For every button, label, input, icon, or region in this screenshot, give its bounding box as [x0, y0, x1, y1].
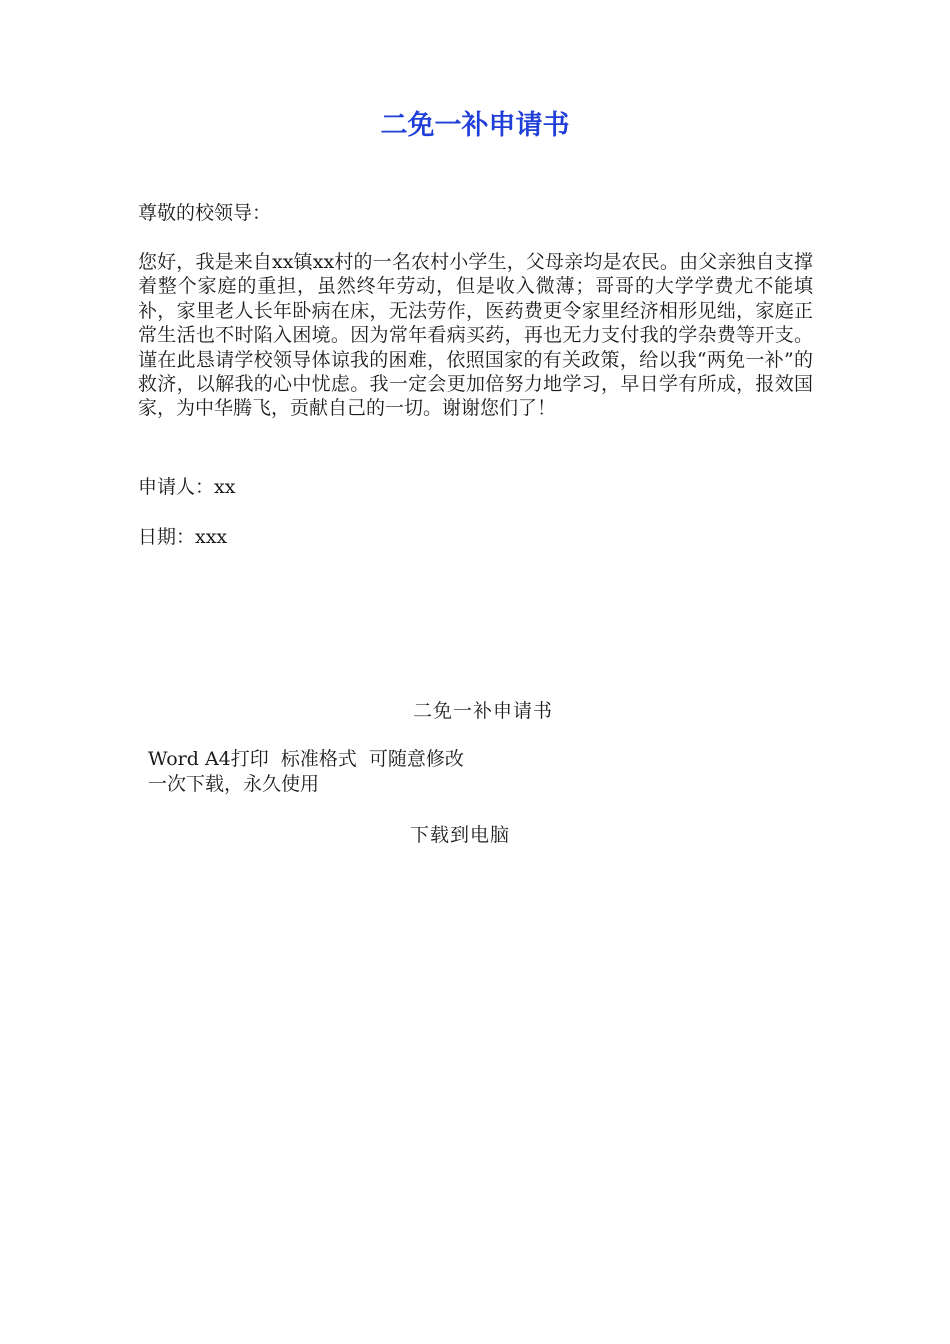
salutation: 尊敬的校领导：	[138, 202, 272, 224]
date-line: 日期：xxx	[138, 526, 228, 548]
promo-features: Word A4打印 标准格式 可随意修改	[148, 748, 464, 770]
promo-title: 二免一补申请书	[412, 700, 553, 722]
body-paragraph: 您好，我是来自xx镇xx村的一名农村小学生，父母亲均是农民。由父亲独自支撑着整个家庭的重担，虽然终年劳动，但是收入微薄；哥哥的大学学费尤不能填补，家里老人长年卧病在床，无法劳作，医药费更令家里经济相形见绌，家庭正常生活也不时陷入困境。因为常年看病买药，再也无力支付我的学杂费等开支。谨在此恳请学校领导体谅我的困难，依照国家的有关政策，给以我“两免一补”的救济，以解我的心中忧虑。我一定会更加倍努力地学习，早日学有所成，报效国家，为中华腾飞，贡献自己的一切。谢谢您们了！	[138, 251, 813, 420]
promo-subtitle: 一次下载，永久使用	[148, 773, 320, 795]
applicant-line: 申请人：xx	[138, 476, 236, 498]
download-to-computer-link[interactable]: 下载到电脑	[409, 824, 510, 846]
document-title: 二免一补申请书	[380, 110, 570, 141]
